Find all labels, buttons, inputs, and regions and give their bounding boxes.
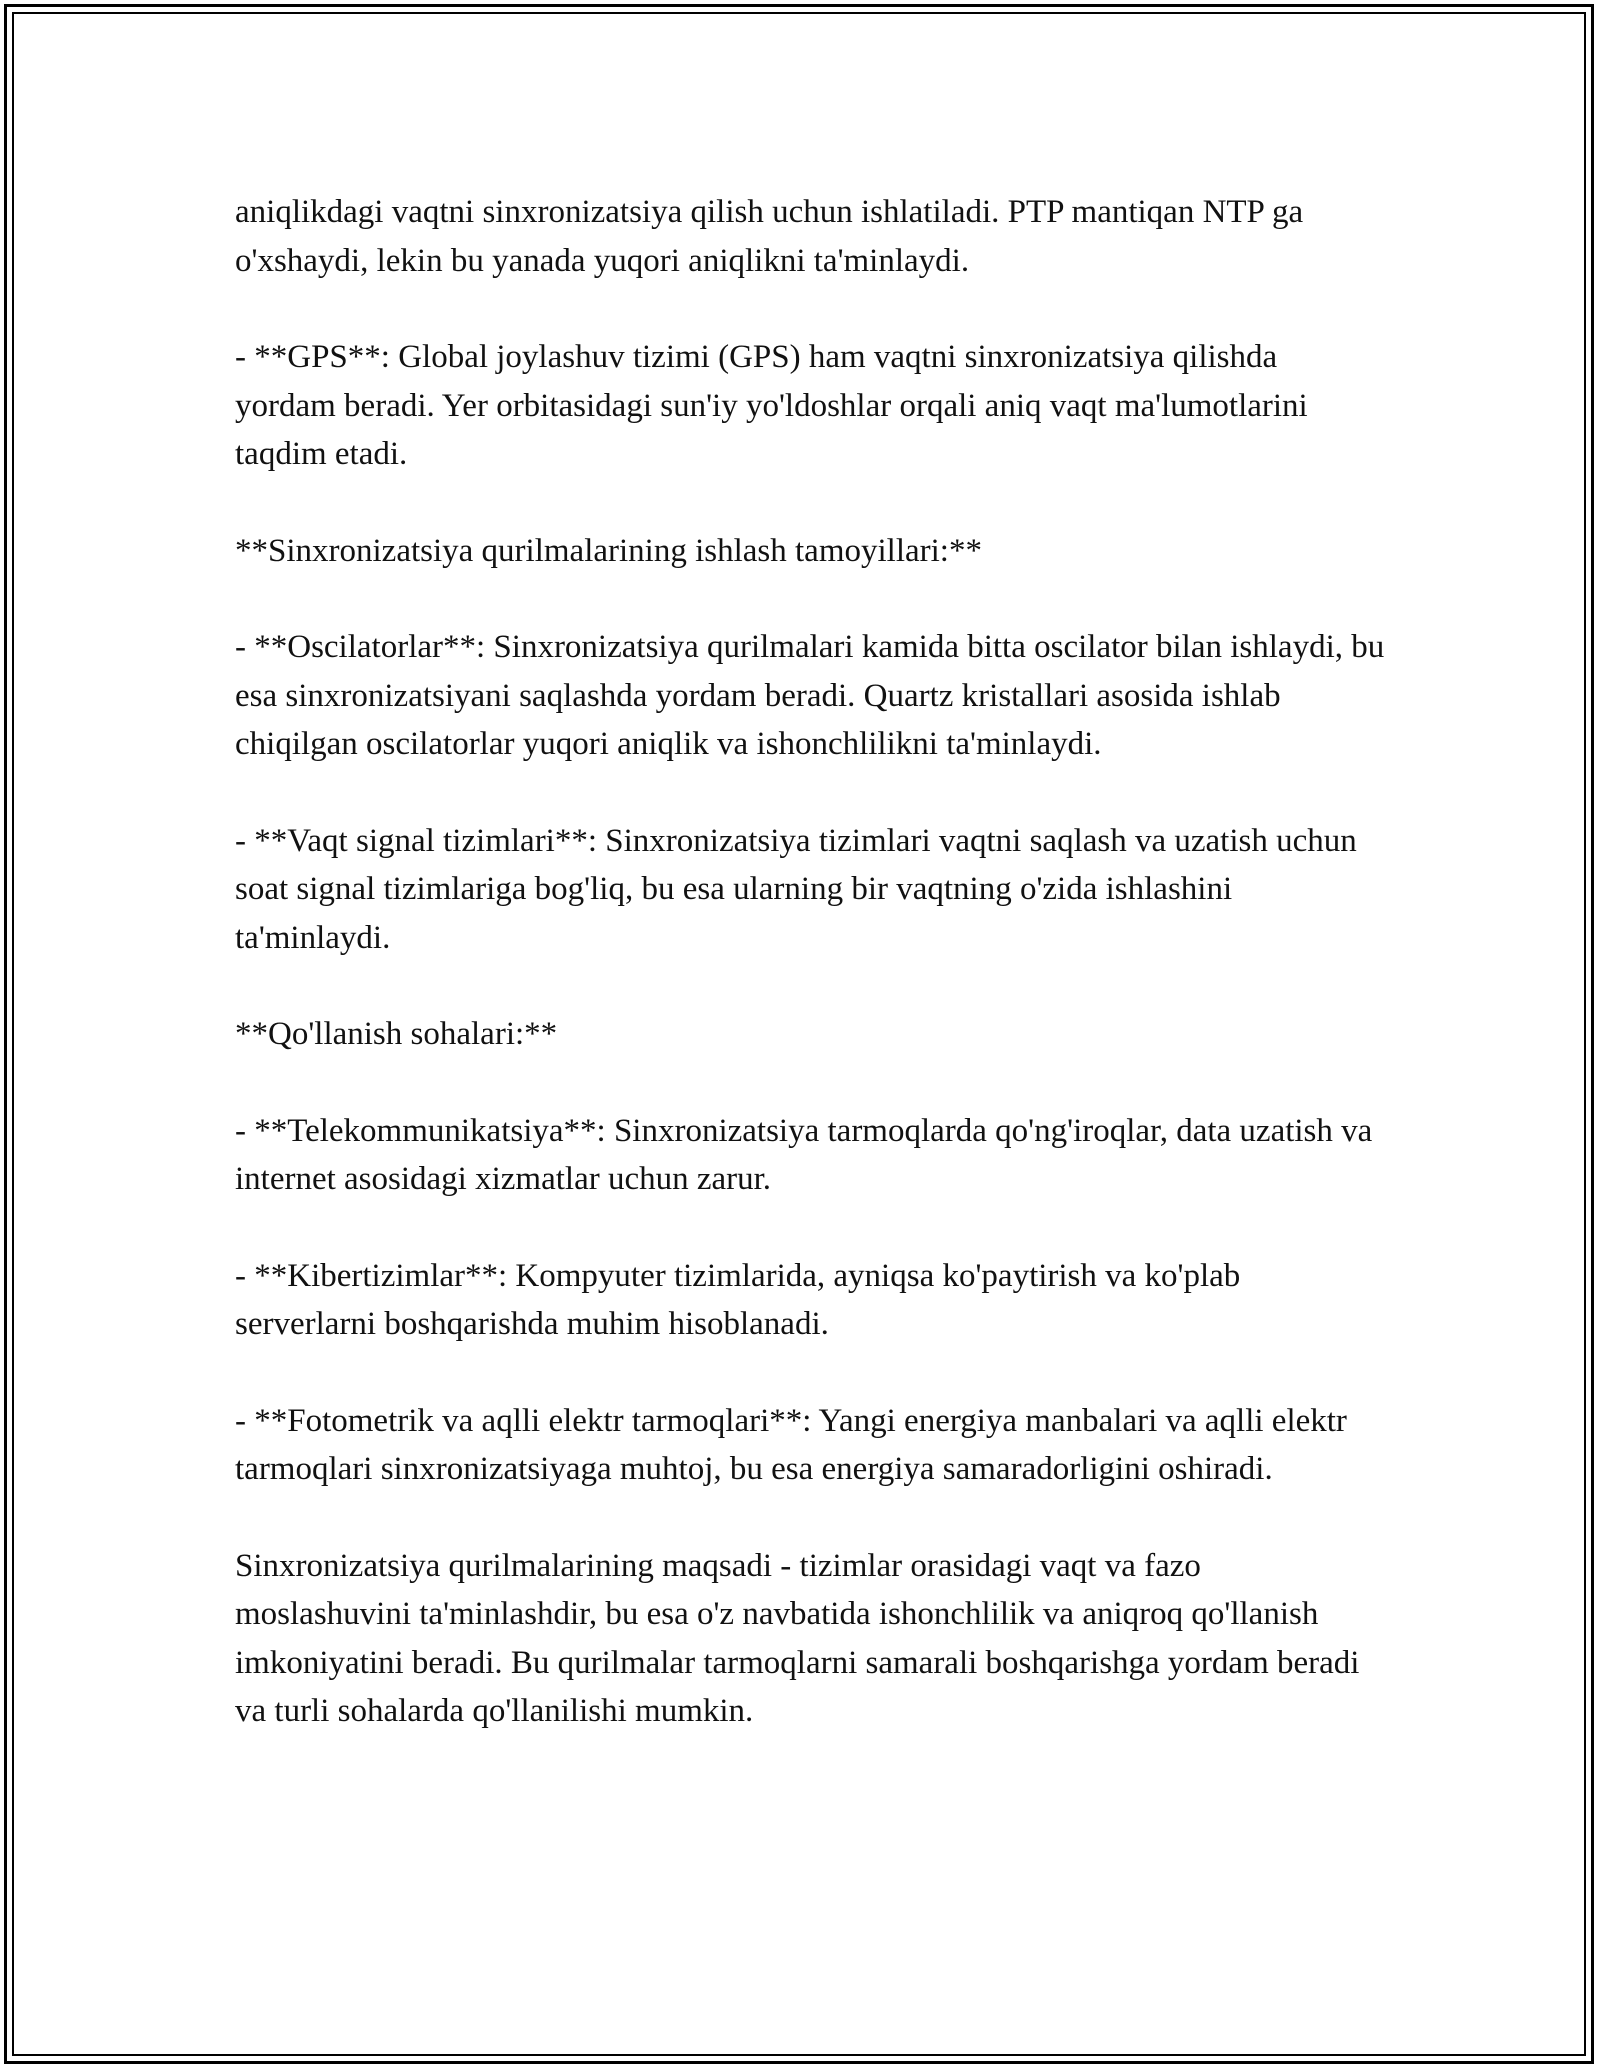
document-body [235,188,1385,1784]
paragraph-gps: - **GPS**: Global joylashuv tizimi (GPS) ham vaqtni sinxronizatsiya qilishda yordam beradi. Yer orbitasidagi sun'iy yo'ldoshlar orqali aniq vaqt ma'lumotlarini taqdim etadi. [235,339,1308,472]
paragraph-conclusion: Sinxronizatsiya qurilmalarining maqsadi - tizimlar orasidagi vaqt va fazo moslashuvini ta'minlashdir, bu esa o'z navbatida ishonchlilik va aniqroq qo'llanish imkoniyatini beradi. Bu qurilmalar tarmoqlarni samarali boshqarishga yordam beradi va turli sohalarda qo'llanilishi mumkin. [235,1547,1360,1729]
paragraph-smart-grids: - **Fotometrik va aqlli elektr tarmoqlari**: Yangi energiya manbalari va aqlli elektr tarmoqlari sinxronizatsiyaga muhtoj, bu esa energiya samaradorligini oshiradi. [235,1402,1347,1487]
paragraph-cyber-systems: - **Kibertizimlar**: Kompyuter tizimlarida, ayniqsa ko'paytirish va ko'plab serverlarni boshqarishda muhim hisoblanadi. [235,1257,1241,1342]
heading-operating-principles: **Sinxronizatsiya qurilmalarining ishlash tamoyillari:** [235,532,982,569]
paragraph-oscillators: - **Oscilatorlar**: Sinxronizatsiya qurilmalari kamida bitta oscilator bilan ishlaydi, bu esa sinxronizatsiyani saqlashda yordam beradi. Quartz kristallari asosida ishlab chiqilgan oscilatorlar yuqori aniqlik va ishonchlilikni ta'minlaydi. [235,629,1385,762]
heading-application-areas: **Qo'llanish sohalari:** [235,1016,558,1052]
paragraph-telecommunications: - **Telekommunikatsiya**: Sinxronizatsiya tarmoqlarda qo'ng'iroqlar, data uzatish va internet asosidagi xizmatlar uchun zarur. [235,1112,1373,1197]
paragraph-time-signal-systems: - **Vaqt signal tizimlari**: Sinxronizatsiya tizimlari vaqtni saqlash va uzatish uchun soat signal tizimlariga bog'liq, bu esa ularning bir vaqtning o'zida ishlashini ta'minlaydi. [235,822,1357,956]
paragraph-ptp-continuation: aniqlikdagi vaqtni sinxronizatsiya qilish uchun ishlatiladi. PTP mantiqan NTP ga o'xshaydi, lekin bu yanada yuqori aniqlikni ta'minlaydi. [235,194,1304,279]
